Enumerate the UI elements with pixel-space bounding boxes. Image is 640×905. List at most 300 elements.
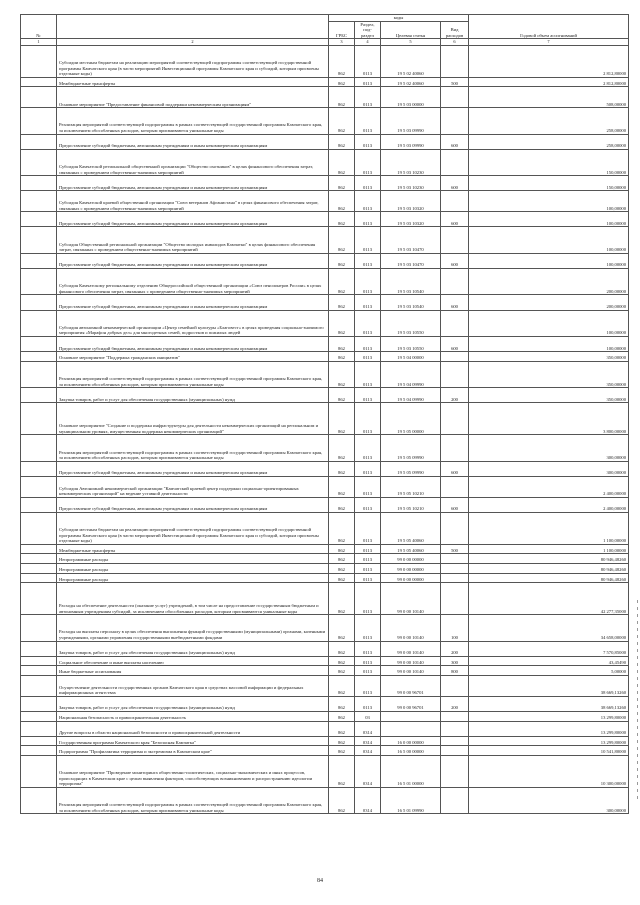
row-razdel-cell: 0113 [355,573,381,583]
row-grbs-cell: 862 [329,77,355,87]
row-razdel-cell: 0113 [355,212,381,227]
row-vid-cell [441,352,469,362]
row-vid-cell [441,108,469,134]
row-num-cell [21,388,57,403]
row-name-cell: Основное мероприятие "Создание и поддержка инфраструктуры для деятельности некоммерческих организаций на региональном и муниципальном уровнях, имущественная поддержка некоммерческих организаций" [57,403,329,435]
row-vid-cell [441,512,469,544]
row-num-cell [21,268,57,294]
row-vid-cell [441,721,469,736]
row-name-cell: Социальное обеспечение и иные выплаты населению [57,656,329,666]
row-razdel-cell: 0113 [355,696,381,711]
row-grbs-cell: 862 [329,696,355,711]
row-celevaya-cell: 16 0 00 00000 [381,736,441,746]
row-num-cell [21,227,57,253]
row-vid-cell [441,676,469,697]
row-sum-cell: 300,00000 [469,435,629,461]
row-sum-cell: 150,00000 [469,176,629,191]
budget-table [20,14,629,814]
row-sum-cell: 200,00000 [469,295,629,310]
table-row [21,336,629,351]
row-razdel-cell: 0113 [355,310,381,336]
row-razdel-cell: 03 [355,712,381,722]
row-num-cell [21,361,57,387]
row-num-cell [21,295,57,310]
row-name-cell: Закупка товаров, работ и услуг для обеспечения государственных (муниципальных) нужд [57,388,329,403]
table-row [21,641,629,656]
row-sum-cell: 300,00000 [469,461,629,476]
row-name-cell: Предоставление субсидий бюджетным, автономным учреждениям и иным некоммерческим организациям [57,134,329,149]
row-grbs-cell: 862 [329,435,355,461]
row-celevaya-cell: 99 0 00 00000 [381,564,441,574]
row-name-cell: Основное мероприятие "Предоставление финансовой поддержки некоммерческим организациям" [57,87,329,108]
row-razdel-cell: 0113 [355,295,381,310]
row-num-cell [21,310,57,336]
row-grbs-cell: 862 [329,476,355,497]
table-row [21,45,629,77]
table-row [21,676,629,697]
table-row [21,295,629,310]
row-num-cell [21,497,57,512]
row-vid-cell [441,755,469,787]
row-num-cell [21,755,57,787]
row-num-cell [21,212,57,227]
row-num-cell [21,45,57,77]
col-sum-header: Годовой объем ассигнований [469,15,629,39]
scan-edge-mark [637,600,638,800]
row-num-cell [21,746,57,756]
row-sum-cell: 350,00000 [469,352,629,362]
table-row [21,461,629,476]
page-number: 84 [317,878,323,884]
row-vid-cell [441,787,469,813]
row-vid-cell: 600 [441,336,469,351]
row-sum-cell: 1 100,00000 [469,544,629,554]
row-grbs-cell: 862 [329,268,355,294]
row-name-cell: Субсидия автономной некоммерческой организации «Центр семейной культуры «Благовест» в целях проведения социально-значимого мероприятия «Марафон добрых дел» для многодетных семей, подростков и пожилых людей [57,310,329,336]
row-vid-cell [441,573,469,583]
row-vid-cell: 300 [441,656,469,666]
table-row [21,361,629,387]
row-razdel-cell: 0113 [355,149,381,175]
row-vid-cell: 200 [441,696,469,711]
col-num-header: № [21,15,57,39]
row-celevaya-cell: 19 5 05 00000 [381,403,441,435]
row-sum-cell: 100,00000 [469,212,629,227]
row-grbs-cell: 862 [329,388,355,403]
row-grbs-cell: 862 [329,564,355,574]
col-name-header [57,15,329,39]
row-name-cell: Непрограммные расходы [57,573,329,583]
row-razdel-cell: 0314 [355,755,381,787]
row-grbs-cell: 862 [329,149,355,175]
row-razdel-cell: 0314 [355,721,381,736]
table-row [21,476,629,497]
table-row [21,191,629,212]
row-celevaya-cell: 19 5 02 40060 [381,45,441,77]
table-header [21,15,629,46]
row-vid-cell: 800 [441,666,469,676]
column-number: 1 [21,39,57,46]
table-row [21,666,629,676]
row-name-cell: Субсидия Камчатскому региональному отделению Общероссийской общественной организации «Союз пенсионеров России» в целях финансового обеспечения затрат, связанных с проведением общественно-значимых мероприятий [57,268,329,294]
row-num-cell [21,77,57,87]
table-row [21,176,629,191]
row-name-cell: Национальная безопасность и правоохранительная деятельность [57,712,329,722]
row-vid-cell: 200 [441,641,469,656]
row-name-cell: Субсидии местным бюджетам на реализацию мероприятий соответствующей подпрограммы соответствующей государственной программы Камчатского края (в части мероприятий Инвестиционной программы Камчатского края и субсидий, которым присвоены отдельные коды) [57,512,329,544]
row-grbs-cell: 862 [329,736,355,746]
row-name-cell: Расходы на обеспечение деятельности (оказание услуг) учреждений, в том числе на предоставление государственным бюджетным и автономным учреждениям субсидий, за исключением обособленных расходов, которым присваиваются уникальные коды [57,583,329,615]
row-razdel-cell: 0113 [355,253,381,268]
row-razdel-cell: 0113 [355,108,381,134]
row-grbs-cell: 862 [329,615,355,641]
row-celevaya-cell: 19 5 05 10210 [381,497,441,512]
row-razdel-cell: 0113 [355,403,381,435]
table-row [21,227,629,253]
row-celevaya-cell: 19 5 03 09990 [381,134,441,149]
row-name-cell: Расходы на выплаты персоналу в целях обеспечения выполнения функций государственными (муниципальными) органами, казенными учреждениями, органами управления государственными внебюджетными фондами [57,615,329,641]
row-grbs-cell: 862 [329,497,355,512]
row-grbs-cell: 862 [329,656,355,666]
row-celevaya-cell: 99 0 00 96701 [381,696,441,711]
row-razdel-cell: 0113 [355,268,381,294]
row-vid-cell: 600 [441,461,469,476]
row-celevaya-cell: 19 5 03 10320 [381,191,441,212]
col-razdel-header: Раздел, под- раздел [355,21,381,39]
row-sum-cell: 42 277,35000 [469,583,629,615]
table-row [21,149,629,175]
row-num-cell [21,176,57,191]
row-grbs-cell: 862 [329,676,355,697]
row-grbs-cell: 862 [329,461,355,476]
row-celevaya-cell: 19 5 05 40060 [381,512,441,544]
row-grbs-cell: 862 [329,544,355,554]
row-celevaya-cell: 99 0 00 00000 [381,554,441,564]
row-name-cell: Предоставление субсидий бюджетным, автономным учреждениям и иным некоммерческим организациям [57,295,329,310]
row-celevaya-cell: 19 5 03 00000 [381,87,441,108]
row-celevaya-cell: 19 5 03 10540 [381,268,441,294]
row-num-cell [21,721,57,736]
row-name-cell: Предоставление субсидий бюджетным, автономным учреждениям и иным некоммерческим организациям [57,336,329,351]
row-razdel-cell: 0314 [355,787,381,813]
row-grbs-cell: 862 [329,787,355,813]
row-num-cell [21,696,57,711]
table-row [21,512,629,544]
row-vid-cell [441,554,469,564]
table-row [21,77,629,87]
budget-sheet [20,14,628,814]
row-razdel-cell: 0113 [355,676,381,697]
row-sum-cell: 5,00000 [469,666,629,676]
row-sum-cell: 13 299,80000 [469,712,629,722]
row-name-cell: Основное мероприятие "Проведение мониторинга общественно-политических, социально-экономических и иных процессов, происходящих в Камчатском крае с целью выявления факторов, способствующих возникновению и распространению идеологии терроризма" [57,755,329,787]
row-celevaya-cell: 19 5 03 09990 [381,108,441,134]
table-row [21,310,629,336]
row-sum-cell: 80 946,48260 [469,564,629,574]
table-row [21,435,629,461]
row-sum-cell: 34 658,00000 [469,615,629,641]
row-num-cell [21,253,57,268]
row-grbs-cell: 862 [329,310,355,336]
row-razdel-cell: 0113 [355,476,381,497]
table-row [21,212,629,227]
row-celevaya-cell: 19 5 03 10230 [381,149,441,175]
row-grbs-cell: 862 [329,108,355,134]
table-row [21,721,629,736]
row-celevaya-cell: 19 5 04 00000 [381,352,441,362]
row-name-cell: Субсидия Камчатской краевой общественной организации "Союз ветеранов Афганистана" в целях финансового обеспечения затрат, связанных с проведением общественно-значимых мероприятий [57,191,329,212]
row-sum-cell: 10 300,00000 [469,755,629,787]
row-razdel-cell: 0314 [355,746,381,756]
row-vid-cell: 200 [441,388,469,403]
row-celevaya-cell: 99 0 00 10140 [381,641,441,656]
row-celevaya-cell: 19 5 03 10230 [381,176,441,191]
row-num-cell [21,736,57,746]
row-celevaya-cell: 99 0 00 10140 [381,666,441,676]
row-grbs-cell: 862 [329,721,355,736]
row-num-cell [21,87,57,108]
row-vid-cell: 500 [441,544,469,554]
row-celevaya-cell: 19 5 03 10550 [381,310,441,336]
row-celevaya-cell: 99 0 00 10140 [381,615,441,641]
row-celevaya-cell: 16 5 01 09990 [381,787,441,813]
row-razdel-cell: 0113 [355,388,381,403]
table-row [21,696,629,711]
row-vid-cell [441,746,469,756]
row-name-cell: Предоставление субсидий бюджетным, автономным учреждениям и иным некоммерческим организациям [57,253,329,268]
row-razdel-cell: 0113 [355,435,381,461]
row-razdel-cell: 0113 [355,134,381,149]
row-num-cell [21,573,57,583]
row-celevaya-cell: 19 5 05 10210 [381,476,441,497]
row-name-cell: Непрограммные расходы [57,554,329,564]
row-grbs-cell: 862 [329,45,355,77]
row-grbs-cell: 862 [329,253,355,268]
row-celevaya-cell: 19 5 03 10470 [381,227,441,253]
row-vid-cell: 600 [441,253,469,268]
row-vid-cell [441,227,469,253]
row-sum-cell: 2 400,00000 [469,476,629,497]
row-vid-cell: 500 [441,77,469,87]
row-sum-cell: 38 669,13260 [469,676,629,697]
row-celevaya-cell: 19 5 04 09990 [381,388,441,403]
row-celevaya-cell: 19 5 03 10470 [381,253,441,268]
row-celevaya-cell: 19 5 05 40060 [381,544,441,554]
row-name-cell: Межбюджетные трансферты [57,77,329,87]
row-vid-cell [441,476,469,497]
row-num-cell [21,336,57,351]
row-grbs-cell: 862 [329,191,355,212]
row-razdel-cell: 0113 [355,512,381,544]
row-grbs-cell: 862 [329,641,355,656]
row-num-cell [21,476,57,497]
row-vid-cell [441,149,469,175]
table-body [21,45,629,813]
row-razdel-cell: 0113 [355,564,381,574]
row-name-cell: Предоставление субсидий бюджетным, автономным учреждениям и иным некоммерческим организациям [57,212,329,227]
row-celevaya-cell: 19 5 04 09990 [381,361,441,387]
row-num-cell [21,641,57,656]
table-row [21,564,629,574]
row-celevaya-cell [381,721,441,736]
row-grbs-cell: 862 [329,87,355,108]
row-num-cell [21,191,57,212]
row-sum-cell: 150,00000 [469,149,629,175]
table-row [21,87,629,108]
row-name-cell: Закупка товаров, работ и услуг для обеспечения государственных (муниципальных) нужд [57,641,329,656]
row-vid-cell: 100 [441,615,469,641]
table-row [21,134,629,149]
row-vid-cell [441,191,469,212]
row-name-cell: Государственная программа Камчатского края "Безопасная Камчатка" [57,736,329,746]
row-num-cell [21,712,57,722]
table-row [21,497,629,512]
row-name-cell: Межбюджетные трансферты [57,544,329,554]
row-name-cell: Реализация мероприятий соответствующей подпрограммы в рамках соответствующей государственной программы Камчатского края, за исключением обособленных расходов, которым присваиваются уникальные коды [57,108,329,134]
row-grbs-cell: 862 [329,583,355,615]
row-vid-cell: 600 [441,497,469,512]
row-sum-cell: 350,00000 [469,361,629,387]
col-vid-header: Вид расходов [441,21,469,39]
row-name-cell: Предоставление субсидий бюджетным, автономным учреждениям и иным некоммерческим организациям [57,176,329,191]
row-razdel-cell: 0113 [355,87,381,108]
row-num-cell [21,134,57,149]
row-razdel-cell: 0113 [355,191,381,212]
column-number: 5 [381,39,441,46]
row-razdel-cell: 0113 [355,583,381,615]
row-vid-cell [441,564,469,574]
row-celevaya-cell: 99 0 00 00000 [381,573,441,583]
row-razdel-cell: 0113 [355,336,381,351]
table-row [21,583,629,615]
row-razdel-cell: 0113 [355,352,381,362]
row-grbs-cell: 862 [329,212,355,227]
row-vid-cell [441,268,469,294]
row-celevaya-cell: 19 5 05 09990 [381,461,441,476]
row-sum-cell: 200,00000 [469,268,629,294]
row-razdel-cell: 0113 [355,227,381,253]
row-vid-cell: 600 [441,212,469,227]
row-sum-cell: 13 299,80000 [469,736,629,746]
row-grbs-cell: 862 [329,336,355,351]
row-celevaya-cell: 99 0 00 96701 [381,676,441,697]
row-num-cell [21,583,57,615]
row-name-cell: Осуществление деятельности государственных органов Камчатского края в средствах массовой информации и федеральных информационных агентствах [57,676,329,697]
row-num-cell [21,676,57,697]
row-grbs-cell: 862 [329,227,355,253]
row-sum-cell: 80 946,48260 [469,554,629,564]
row-sum-cell: 7 570,85000 [469,641,629,656]
column-number: 4 [355,39,381,46]
row-razdel-cell: 0113 [355,656,381,666]
row-grbs-cell: 862 [329,746,355,756]
row-sum-cell: 3 800,00000 [469,403,629,435]
row-grbs-cell: 862 [329,295,355,310]
row-razdel-cell: 0113 [355,544,381,554]
codes-group-header: коды [329,15,469,22]
row-num-cell [21,544,57,554]
row-name-cell: Реализация мероприятий соответствующей подпрограммы в рамках соответствующей государственной программы Камчатского края, за исключением обособленных расходов, которым присваиваются уникальные коды [57,787,329,813]
row-sum-cell: 13 299,80000 [469,721,629,736]
row-grbs-cell: 862 [329,573,355,583]
table-row [21,712,629,722]
table-row [21,615,629,641]
table-row [21,755,629,787]
row-sum-cell: 1 100,00000 [469,512,629,544]
row-razdel-cell: 0113 [355,77,381,87]
row-celevaya-cell [381,712,441,722]
row-razdel-cell: 0113 [355,641,381,656]
row-razdel-cell: 0113 [355,666,381,676]
row-name-cell: Непрограммные расходы [57,564,329,574]
row-sum-cell: 2 812,80000 [469,45,629,77]
row-celevaya-cell: 19 5 02 40060 [381,77,441,87]
row-grbs-cell: 862 [329,352,355,362]
row-vid-cell: 600 [441,134,469,149]
row-name-cell: Реализация мероприятий соответствующей подпрограммы в рамках соответствующей государственной программы Камчатского края, за исключением обособленных расходов, которым присваиваются уникальные коды [57,361,329,387]
row-num-cell [21,564,57,574]
row-num-cell [21,666,57,676]
row-grbs-cell: 862 [329,176,355,191]
table-row [21,746,629,756]
row-num-cell [21,403,57,435]
row-celevaya-cell: 16 5 01 00000 [381,755,441,787]
row-celevaya-cell: 99 0 00 10140 [381,656,441,666]
row-sum-cell: 2 400,00000 [469,497,629,512]
table-row [21,544,629,554]
col-celevaya-header: Целевая статья [381,21,441,39]
row-vid-cell [441,736,469,746]
table-row [21,656,629,666]
row-vid-cell [441,361,469,387]
row-vid-cell [441,310,469,336]
row-celevaya-cell: 99 0 00 10140 [381,583,441,615]
row-num-cell [21,435,57,461]
table-row [21,253,629,268]
table-row [21,352,629,362]
row-sum-cell: 350,00000 [469,388,629,403]
row-sum-cell: 80 946,48260 [469,573,629,583]
row-celevaya-cell: 19 5 05 09990 [381,435,441,461]
row-name-cell: Подпрограмма "Профилактика терроризма и экстремизма в Камчатском крае" [57,746,329,756]
row-razdel-cell: 0113 [355,554,381,564]
row-sum-cell: 100,00000 [469,336,629,351]
row-razdel-cell: 0113 [355,615,381,641]
row-sum-cell: 2 812,80000 [469,77,629,87]
row-razdel-cell: 0113 [355,461,381,476]
row-sum-cell: 43,45490 [469,656,629,666]
row-num-cell [21,512,57,544]
row-vid-cell: 600 [441,176,469,191]
row-name-cell: Субсидии местным бюджетам на реализацию мероприятий соответствующей подпрограммы соответствующей государственной программы Камчатского края (в части мероприятий Инвестиционной программы Камчатского края и субсидий, которым присвоены отдельные коды) [57,45,329,77]
row-name-cell: Субсидия Общественной региональной организации "Общество молодых инвалидов Камчатки" в целях финансового обеспечения затрат, связанных с проведением общественно-значимых мероприятий [57,227,329,253]
row-name-cell: Другие вопросы в области национальной безопасности и правоохранительной деятельности [57,721,329,736]
row-grbs-cell: 862 [329,755,355,787]
row-razdel-cell: 0113 [355,361,381,387]
table-row [21,554,629,564]
column-number: 3 [329,39,355,46]
row-name-cell: Реализация мероприятий соответствующей подпрограммы в рамках соответствующей государственной программы Камчатского края, за исключением обособленных расходов, которым присваиваются уникальные коды [57,435,329,461]
row-name-cell: Субсидия Камчатской региональной общественной организации "Общество охотников" в целях финансового обеспечения затрат, связанных с проведением общественно-значимых мероприятий [57,149,329,175]
row-sum-cell: 100,00000 [469,310,629,336]
table-row [21,736,629,746]
row-vid-cell [441,712,469,722]
row-razdel-cell: 0113 [355,45,381,77]
row-celevaya-cell: 19 5 03 10550 [381,336,441,351]
row-num-cell [21,554,57,564]
row-celevaya-cell: 19 5 03 10320 [381,212,441,227]
row-sum-cell: 100,00000 [469,191,629,212]
